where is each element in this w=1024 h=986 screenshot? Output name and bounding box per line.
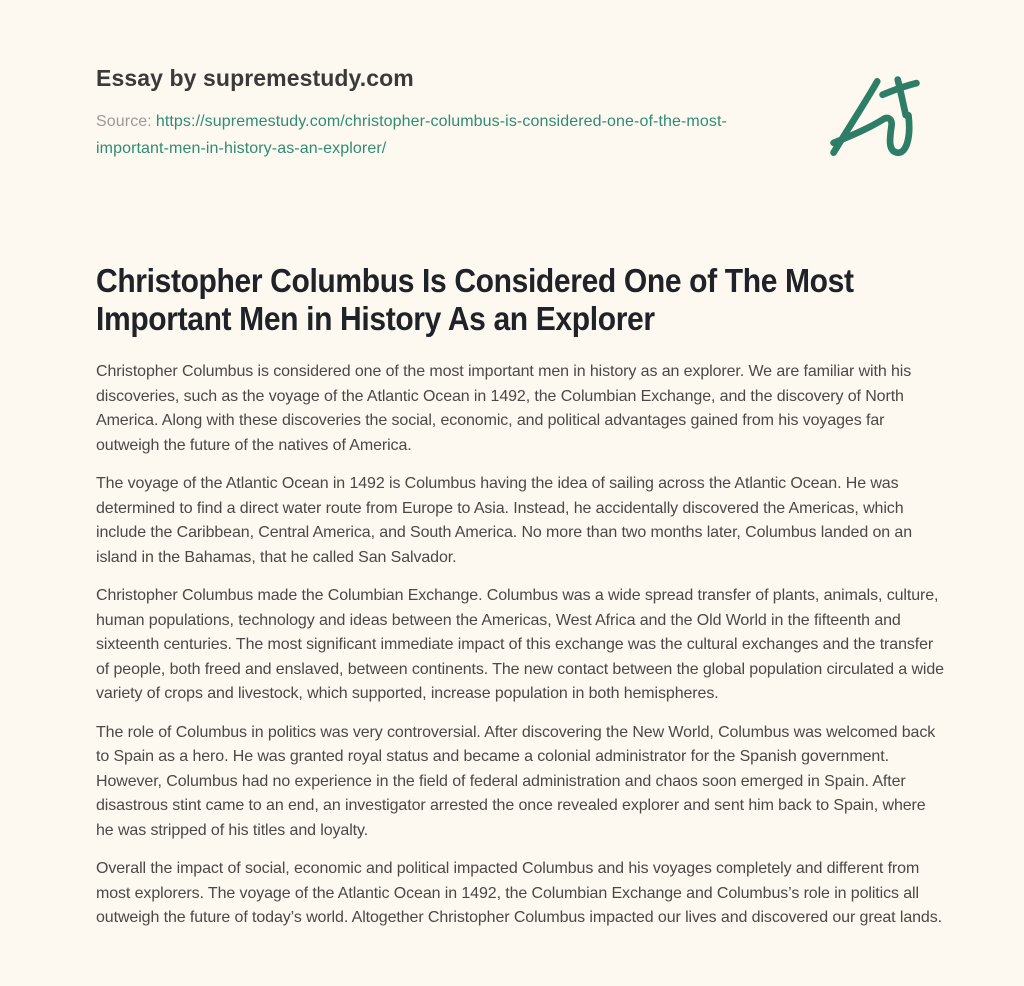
essay-body <box>96 262 944 931</box>
page-header <box>96 64 928 162</box>
essay-paragraph-5: Overall the impact of social, economic and political impacted Columbus and his voyages completely and different from most explorers. The voyage of the Atlantic Ocean in 1492, the Columbian Exchange and Columbus’s role in politics all outweigh the future of today’s world. Altogether Christopher Columbus impacted our lives and discovered our great lands. <box>96 860 942 926</box>
source-label: Source: <box>96 113 152 130</box>
essay-paragraph-3: Christopher Columbus made the Columbian Exchange. Columbus was a wide spread transfer of plants, animals, culture, human populations, technology and ideas between the Americas, West Africa and the Old World in the fifteenth and sixteenth centuries. The most significant immediate impact of this exchange was the cultural exchanges and the transfer of people, both freed and enslaved, between continents. The new contact between the global population circulated a wide variety of crops and livestock, which supported, increase population in both hemispheres. <box>96 587 944 702</box>
essay-paragraph-1: Christopher Columbus is considered one of the most important men in history as an explorer. We are familiar with his discoveries, such as the voyage of the Atlantic Ocean in 1492, the Columbian Exchange, and the discovery of North America. Along with these discoveries the social, economic, and political advantages gained from his voyages far outweigh the future of the natives of America. <box>96 363 912 454</box>
essay-paragraph-2: The voyage of the Atlantic Ocean in 1492 is Columbus having the idea of sailing across the Atlantic Ocean. He was determined to find a direct water route from Europe to Asia. Instead, he accidentally discovered the Americas, which include the Caribbean, Central America, and South America. No more than two months later, Columbus landed on an island in the Bahamas, that he called San Salvador. <box>96 475 913 566</box>
essay-paragraph-4: The role of Columbus in politics was very controversial. After discovering the New World, Columbus was welcomed back to Spain as a hero. He was granted royal status and became a colonial administrator for the Spanish government. However, Columbus had no experience in the field of federal administration and chaos soon emerged in Spain. After disastrous stint came to an end, an investigator arrested the once revealed explorer and sent him back to Spain, where he was stripped of his titles and loyalty. <box>96 723 936 839</box>
source-line <box>96 109 768 162</box>
page-title: Essay by supremestudy.com <box>96 65 414 91</box>
source-link[interactable]: https://supremestudy.com/christopher-columbus-is-considered-one-of-the-most-important-men-in-history-as-an-explorer/ <box>96 113 727 157</box>
essay-title: Christopher Columbus Is Considered One of The Most Important Men in History As an Explorer <box>96 262 854 337</box>
supremestudy-a-plus-logo-icon <box>822 70 920 164</box>
